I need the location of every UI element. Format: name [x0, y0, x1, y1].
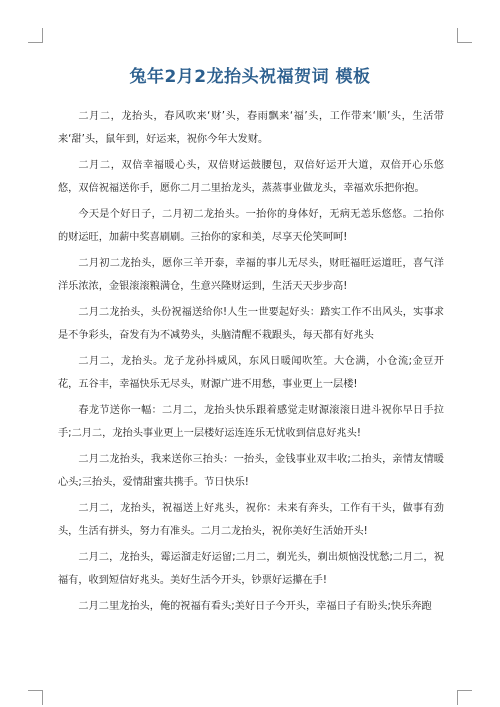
page-corner-mark-bottom-left [28, 690, 43, 705]
paragraph-2: 二月二，双倍幸福暖心头，双倍财运鼓腰包，双倍好运开大道，双倍开心乐悠悠，双倍祝福送你手，愿你二月二里抬龙头，蒸蒸事业做龙头，幸福欢乐把你抱。 [58, 160, 444, 194]
paragraph-4: 二月初二龙抬头，愿你三羊开泰，幸福的事儿无尽头，财旺福旺运道旺，喜气洋洋乐浓浓，金银滚滚粮满仓，生意兴隆财运到，生活天天步步高! [58, 258, 444, 292]
paragraph-10: 二月二，龙抬头，霉运溜走好运留;二月二，剃光头，剃出烦恼没忧愁;二月二，祝福有，收到短信好兆头。美好生活今开头，钞票好运攥在手! [58, 552, 444, 586]
paragraph-7: 春龙节送你一幅：二月二，龙抬头快乐跟着感觉走财源滚滚日进斗祝你早日手拉手;二月二，龙抬头事业更上一层楼好运连连乐无忧收到信息好兆头! [58, 405, 444, 439]
paragraph-6: 二月二，龙抬头。龙子龙孙抖威风，东风日暖闻吹笙。大仓满，小仓流;金豆开花，五谷丰，幸福快乐无尽头，财源广进不用愁，事业更上一层楼! [58, 356, 444, 390]
paragraph-1: 二月二，龙抬头，春风吹来‘财’头，春雨飘来‘福’头，工作带来‘顺’头，生活带来‘甜’头，鼠年到，好运来，祝你今年大发财。 [58, 111, 444, 145]
paragraph-8: 二月二龙抬头，我来送你三抬头：一抬头，金钱事业双丰收;二抬头，亲情友情暖心头;三抬头，爱情甜蜜共携手。节日快乐! [58, 454, 444, 488]
paragraph-3: 今天是个好日子，二月初二龙抬头。一抬你的身体好，无病无恙乐悠悠。二抬你的财运旺，加薪中奖喜刷刷。三抬你的家和美，尽享天伦笑呵呵! [58, 209, 444, 243]
page-corner-mark-top-right [457, 28, 472, 43]
document-title: 兔年2月2龙抬头祝福贺词 模板 [129, 67, 371, 87]
paragraph-5: 二月二龙抬头，头份祝福送给你!人生一世要起好头：踏实工作不出风头，实事求是不争彩头，奋发有为不减势头，头脑清醒不栽跟头，每天都有好兆头 [58, 307, 444, 341]
paragraph-11: 二月二里龙抬头，俺的祝福有看头;美好日子今开头，幸福日子有盼头;快乐奔跑 [78, 601, 432, 612]
page-corner-mark-bottom-right [457, 690, 472, 705]
page-corner-mark-top-left [28, 28, 43, 43]
document-body [58, 106, 444, 623]
paragraph-9: 二月二，龙抬头，祝福送上好兆头，祝你：未来有奔头，工作有干头，做事有劲头，生活有拼头，努力有准头。二月二龙抬头，祝你美好生活始开头! [58, 503, 444, 537]
